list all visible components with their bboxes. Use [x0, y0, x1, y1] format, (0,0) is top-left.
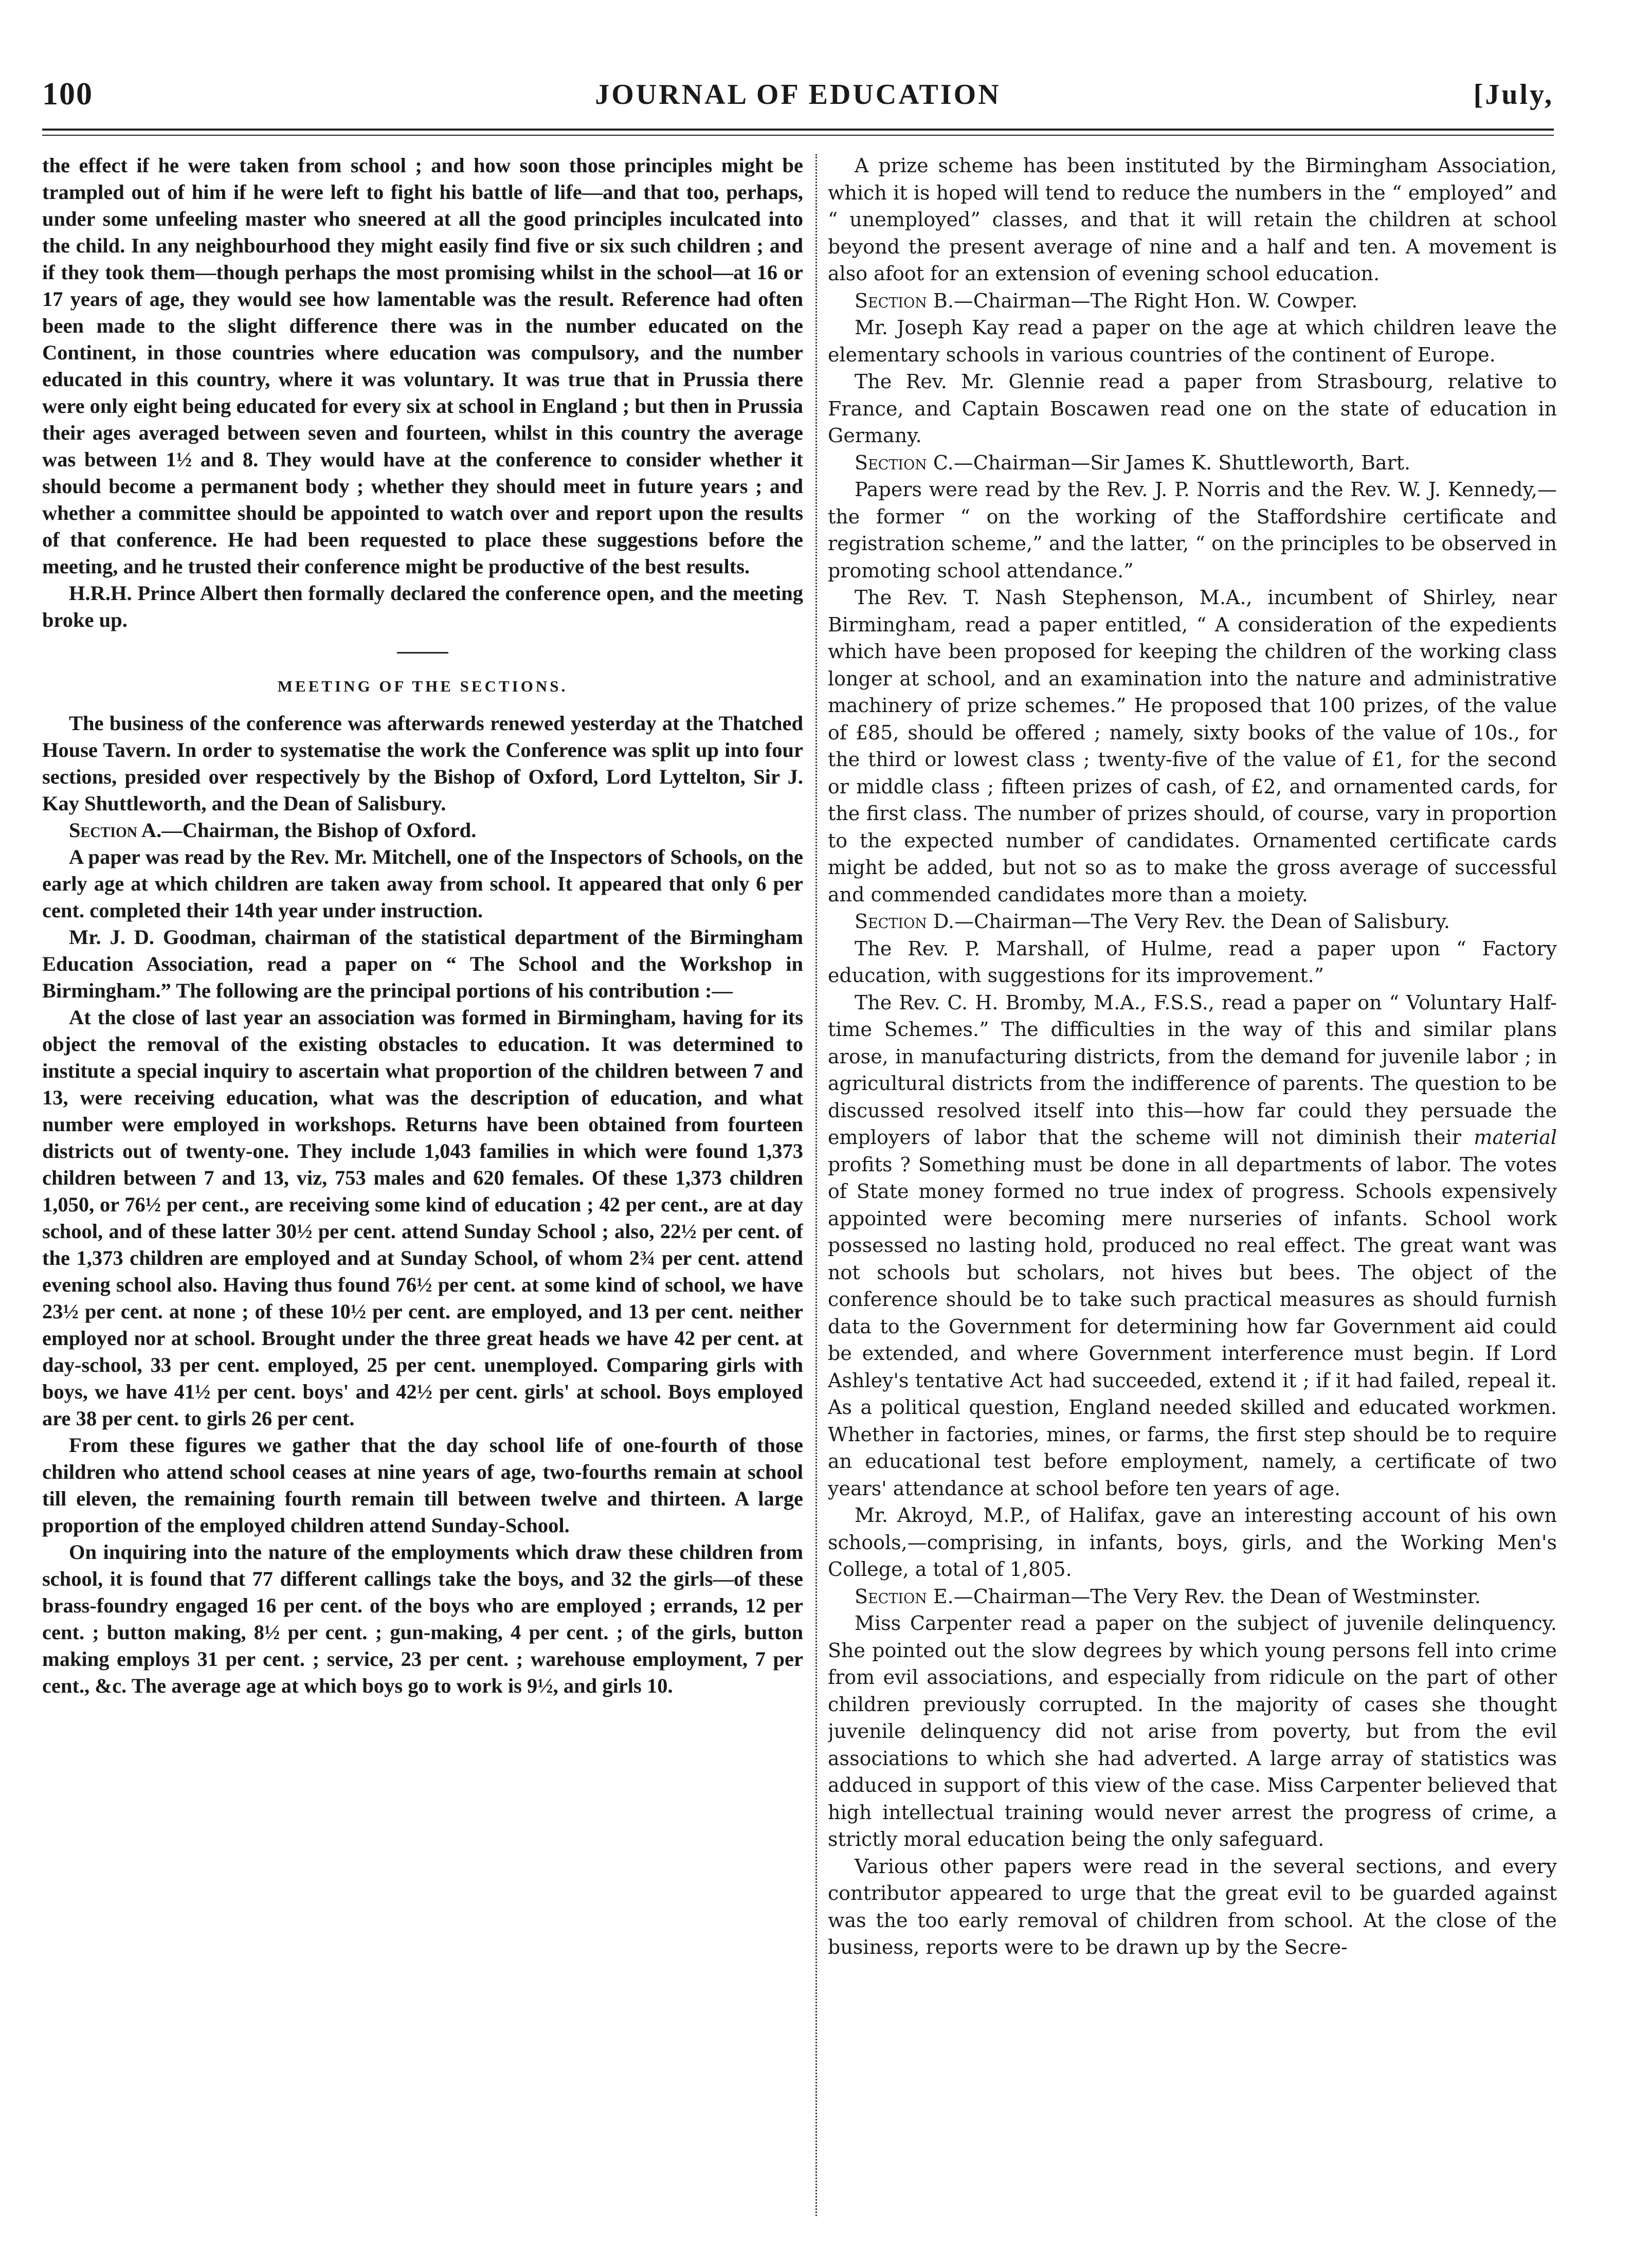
- paragraph: A paper was read by the Rev. Mr. Mitchell, one of the Inspectors of Schools, on the early age at which children are taken away from school. It appeared that only 6 per cent. completed their 14th year under instruction.: [42, 845, 803, 922]
- paragraph: H.R.H. Prince Albert then formally declared the conference open, and the meeting broke up.: [42, 582, 803, 631]
- section-label: Section D.: [855, 910, 955, 933]
- paragraph: Mr. J. D. Goodman, chairman of the statistical department of the Birmingham Education Association, read a paper on “ The School and the Workshop in Birmingham.” The following are the principal portions of his contribution :—: [42, 926, 803, 1002]
- right-column: [828, 152, 1557, 2229]
- section-line: [42, 817, 803, 844]
- paragraph: Various other papers were read in the several sections, and every contributor appeared to urge that the great evil to be guarded against was the too early removal of children from school. At the close of the business, reports were to be drawn up by the Secre-: [828, 1855, 1557, 1958]
- paragraph: the effect if he were taken from school ; and how soon those principles might be trampled out of him if he were left to fight his battle of life—and that too, perhaps, under some unfeeling master who sneered at all the good principles inculcated into the child. In any neighbourhood they might easily find five or six such children ; and if they took them—though perhaps the most promising whilst in the school—at 16 or 17 years of age, they would see how lamentable was the result. Reference had often been made to the slight difference there was in the number educated on the Continent, in those countries where education was compulsory, and the number educated in this country, where it was voluntary. It was true that in Prussia there were only eight being educated for every six at school in England ; but then in Prussia their ages averaged between seven and fourteen, whilst in this country the average was between 1½ and 8. They would have at the conference to consider whether it should become a permanent body ; whether they should meet in future years ; and whether a committee should be appointed to watch over and report upon the results of that conference. He had been requested to place these suggestions before the meeting, and he trusted their conference might be productive of the best results.: [42, 154, 803, 578]
- journal-title: JOURNAL OF EDUCATION: [595, 79, 1001, 111]
- section-line: [828, 1583, 1557, 1610]
- paragraph: The business of the conference was afterwards renewed yesterday at the Thatched House Tavern. In order to systematise the work the Conference was split up into four sections, presided over respectively by the Bishop of Oxford, Lord Lyttelton, Sir J. Kay Shuttleworth, and the Dean of Salisbury.: [42, 712, 803, 815]
- section-heading: MEETING OF THE SECTIONS.: [277, 677, 568, 695]
- section-chair: —Chairman—The Very Rev. the Dean of Salisbury.: [954, 910, 1450, 933]
- paragraph: Mr. Joseph Kay read a paper on the age at which children leave the elementary schools in various countries of the continent of Europe.: [828, 316, 1557, 366]
- left-column: [42, 152, 803, 2229]
- paragraph-text: The Rev. C. H. Bromby, M.A., F.S.S., read a paper on “ Voluntary Half-time Schemes.” The difficulties in the way of this and similar plans arose, in manufacturing districts, from the demand for juvenile labor ; in agricultural districts from the indifference of parents. The question to be discussed resolved itself into this—how far could they persuade the employers of labor that the scheme will not diminish their: [828, 991, 1557, 1149]
- section-line: [828, 908, 1557, 935]
- italic-word: material: [1474, 1126, 1557, 1149]
- section-label: Section E.: [855, 1585, 954, 1608]
- paragraph-text: profits ? Something must be done in all departments of labor. The votes of State money formed no true index of progress. Schools expensively appointed were becoming mere nurseries of infants. School work possessed no lasting hold, produced no real effect. The great want was not schools but scholars, not hives but bees. The object of the conference should be to take such practical measures as should furnish data to the Government for determining how far Government aid could be extended, and where Government interference must begin. If Lord Ashley's tentative Act had succeeded, extend it ; if it had failed, repeal it. As a political question, England needed skilled and educated workmen. Whether in factories, mines, or farms, the first step should be to require an educational test before employment, namely, a certificate of two years' attendance at school before ten years of age.: [828, 1153, 1557, 1500]
- section-chair: —Chairman—Sir James K. Shuttleworth, Bart.: [953, 451, 1411, 474]
- column-divider: [815, 154, 817, 2216]
- paragraph: A prize scheme has been instituted by the Birmingham Association, which it is hoped will tend to reduce the numbers in the “ employed” and “ unemployed” classes, and that it will retain the children at school beyond the present average of nine and a half and ten. A movement is also afoot for an extension of evening school education.: [828, 154, 1557, 285]
- page-number: 100: [42, 77, 93, 112]
- section-chair: —Chairman, the Bishop of Oxford.: [161, 819, 477, 842]
- section-divider: [397, 652, 448, 654]
- paragraph: Papers were read by the Rev. J. P. Norris and the Rev. W. J. Kennedy,—the former “ on the working of the Staffordshire certificate and registration scheme,” and the latter, “ on the principles to be observed in promoting school attendance.”: [828, 478, 1557, 582]
- paragraph: On inquiring into the nature of the employments which draw these children from school, it is found that 77 different callings take the boys, and 32 the girls—of these brass-foundry engaged 16 per cent. of the boys who are employed ; errands, 12 per cent. ; button making, 8½ per cent. ; gun-making, 4 per cent. ; of the girls, button making employs 31 per cent. ; service, 23 per cent. ; warehouse employment, 7 per cent., &c. The average age at which boys go to work is 9½, and girls 10.: [42, 1540, 803, 1697]
- section-line: [828, 287, 1557, 315]
- header-rule-thin: [42, 135, 1554, 136]
- running-header: [42, 76, 1554, 117]
- paragraph: [828, 989, 1557, 1502]
- paragraph: From these figures we gather that the day school life of one-fourth of those children who attend school ceases at nine years of age, two-fourths remain at school till eleven, the remaining fourth remain till between twelve and thirteen. A large proportion of the employed children attend Sunday-School.: [42, 1434, 803, 1537]
- section-chair: —Chairman—The Right Hon. W. Cowper.: [953, 289, 1358, 312]
- header-rule-thick: [42, 129, 1554, 131]
- paragraph: At the close of last year an association was formed in Birmingham, having for its object the removal of the existing obstacles to education. It was determined to institute a special inquiry to ascertain what proportion of the children between 7 and 13, were receiving education, what was the description of education, and what number were employed in workshops. Returns have been obtained from fourteen districts out of twenty-one. They include 1,043 families in which were found 1,373 children between 7 and 13, viz, 753 males and 620 females. Of these 1,373 children 1,050, or 76½ per cent., are receiving some kind of education ; 42 per cent., are at day school, and of these latter 30½ per cent. attend Sunday School ; also, 22½ per cent. of the 1,373 children are employed and at Sunday School, of whom 2¾ per cent. attend evening school also. Having thus found 76½ per cent. at some kind of school, we have 23½ per cent. at none ; of these 10½ per cent. are employed, and 13 per cent. neither employed nor at school. Brought under the three great heads we have 42 per cent. at day-school, 33 per cent. employed, 25 per cent. unemployed. Comparing girls with boys, we have 41½ per cent. boys' and 42½ per cent. girls' at school. Boys employed are 38 per cent. to girls 26 per cent.: [42, 1006, 803, 1430]
- paragraph: Mr. Akroyd, M.P., of Halifax, gave an interesting account of his own schools,—comprising, in infants, boys, girls, and the Working Men's College, a total of 1,805.: [828, 1504, 1557, 1581]
- paragraph: Miss Carpenter read a paper on the subject of juvenile delinquency. She pointed out the slow degrees by which young persons fell into crime from evil associations, and especially from ridicule on the part of other children previously corrupted. In the majority of cases she thought juvenile delinquency did not arise from poverty, but from the evil associations to which she had adverted. A large array of statistics was adduced in support of this view of the case. Miss Carpenter believed that high intellectual training would never arrest the progress of crime, a strictly moral education being the only safeguard.: [828, 1612, 1557, 1850]
- section-line: [828, 449, 1557, 477]
- paragraph: The Rev. T. Nash Stephenson, M.A., incumbent of Shirley, near Birmingham, read a paper entitled, “ A consideration of the expedients which have been proposed for keeping the children of the working class longer at school, and an examination into the nature and administrative machinery of prize schemes.” He proposed that 100 prizes, of the value of £85, should be offered ; namely, sixty books of the value of 10s., for the third or lowest class ; twenty-five of the value of £1, for the second or middle class ; fifteen prizes of cash, of £2, and ornamented cards, for the first class. The number of prizes should, of course, vary in proportion to the expected number of candidates. Ornamented certificate cards might be added, but not so as to make the gross average of successful and commended candidates more than a moiety.: [828, 586, 1557, 906]
- section-label: Section C.: [855, 451, 954, 474]
- paragraph: The Rev. P. Marshall, of Hulme, read a paper upon “ Factory education, with suggestions for its improvement.”: [828, 937, 1557, 987]
- header-month: [July,: [1473, 79, 1554, 111]
- section-label: Section A.: [69, 819, 162, 842]
- paragraph: The Rev. Mr. Glennie read a paper from Strasbourg, relative to France, and Captain Boscawen read one on the state of education in Germany.: [828, 370, 1557, 447]
- section-label: Section B.: [855, 289, 954, 312]
- section-chair: —Chairman—The Very Rev. the Dean of Westminster.: [953, 1585, 1481, 1608]
